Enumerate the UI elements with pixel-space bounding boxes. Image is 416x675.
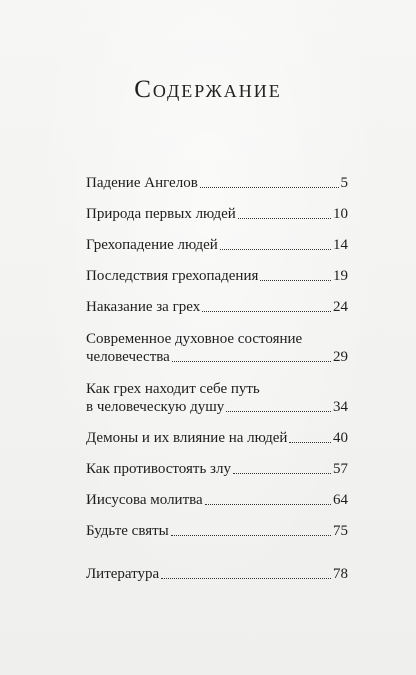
toc-entry-title-line2-row: [86, 348, 348, 366]
toc-leader: [233, 473, 331, 474]
toc-page-number: 64: [333, 492, 348, 508]
toc-entry: [86, 565, 348, 583]
toc-entry: [86, 429, 348, 447]
toc-entry-title-line1: Современное духовное состояние: [86, 331, 303, 347]
toc-page-number: 34: [333, 399, 348, 415]
toc-entry-title: Демоны и их влияние на людей: [86, 430, 288, 446]
toc-entry-title: Грехопадение людей: [86, 237, 218, 253]
toc-entry: [86, 460, 348, 478]
toc-leader: [238, 218, 331, 219]
toc-page-number: 24: [333, 299, 348, 315]
toc-entry-title-line2: в человеческую душу: [86, 399, 225, 415]
toc-entry-title: Литература: [86, 566, 160, 582]
toc-leader: [220, 249, 331, 250]
toc-leader: [172, 361, 331, 362]
toc-entry: [86, 174, 348, 192]
page-title: Содержание: [134, 76, 282, 103]
toc-entry: [86, 205, 348, 223]
toc-entry-title: Падение Ангелов: [86, 175, 198, 191]
toc-entry: [86, 491, 348, 509]
toc-entry: [86, 298, 348, 316]
toc-leader: [260, 280, 331, 281]
toc-entry-title: Наказание за грех: [86, 299, 201, 315]
toc-page-number: 10: [333, 206, 348, 222]
toc-leader: [226, 411, 331, 412]
toc-page-number: 19: [333, 268, 348, 284]
toc-entry-title: Природа первых людей: [86, 206, 236, 222]
toc-entry-title: [86, 380, 348, 416]
toc-page-number: 78: [333, 566, 348, 582]
toc-entry: [86, 267, 348, 285]
toc-page-number: 29: [333, 349, 348, 365]
toc-leader: [171, 535, 331, 536]
toc-entry-title: [86, 330, 348, 366]
toc-entry-title: Последствия грехопадения: [86, 268, 259, 284]
toc-entry-title: Как противостоять злу: [86, 461, 231, 477]
toc-page-number: 75: [333, 523, 348, 539]
toc-entry-title: Будьте святы: [86, 523, 169, 539]
toc-entry-title: Иисусова молитва: [86, 492, 203, 508]
toc-entry: [86, 522, 348, 540]
toc-page-number: 5: [340, 175, 348, 191]
toc-entry-title-line2-row: [86, 398, 348, 416]
show-through-text: [118, 104, 318, 164]
toc-leader: [205, 504, 331, 505]
toc-page-number: 14: [333, 237, 348, 253]
toc-leader: [200, 187, 339, 188]
toc-leader: [289, 442, 331, 443]
toc-page-number: 57: [333, 461, 348, 477]
toc-entry-title-line1: Как грех находит себе путь: [86, 381, 260, 397]
toc-entry: [86, 236, 348, 254]
toc-entry-two-line: [86, 380, 348, 416]
toc-entry-two-line: [86, 330, 348, 366]
toc-page-number: 40: [333, 430, 348, 446]
toc-leader: [161, 578, 331, 579]
toc-entry-title-line2: человечества: [86, 349, 170, 365]
toc-leader: [202, 311, 331, 312]
